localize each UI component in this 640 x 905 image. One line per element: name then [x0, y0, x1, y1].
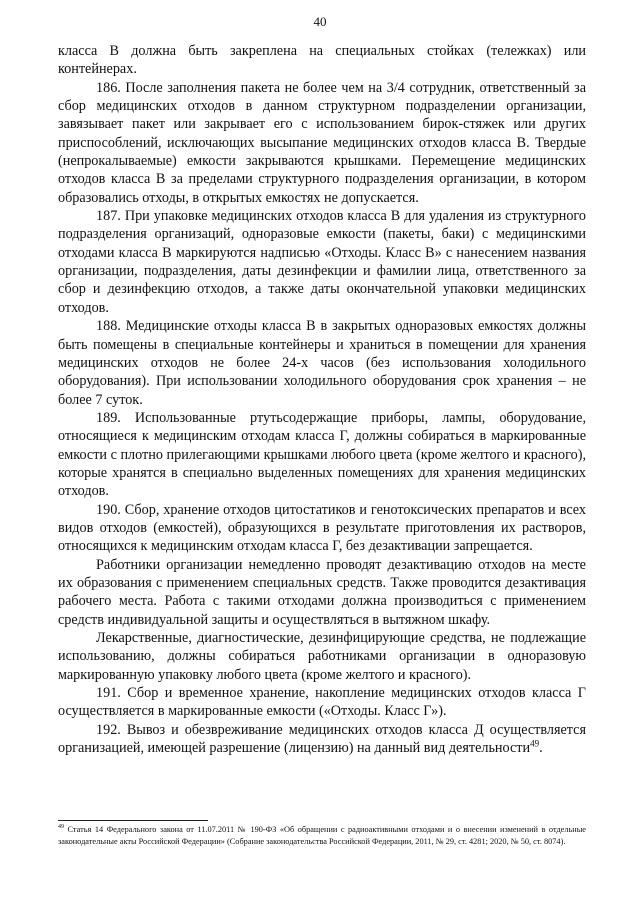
footnote-reference[interactable]: 49	[530, 738, 540, 749]
footnote-text: Статья 14 Федерального закона от 11.07.2011 № 190-ФЗ «Об обращении с радиоактивными отходами и о внесении изменений в отдельные законодательные акты Российской Федерации» (Собрание законодательства Российской Федерации, 2011, № 29, ст. 4281; 2020, № 50, ст. 8074).	[58, 825, 586, 847]
paragraph-189: 189. Использованные ртутьсодержащие приборы, лампы, оборудование, относящиеся к медицинским отходам класса Г, должны собираться в маркированные емкости с плотно прилегающими крышками любого цвета (кроме желтого и красного), которые хранятся в специально выделенных помещениях для хранения медицинских отходов.	[58, 409, 586, 500]
paragraph-190-medicines: Лекарственные, диагностические, дезинфицирующие средства, не подлежащие использованию, должны собираться работниками организации в одноразовую маркированную упаковку любого цвета (кроме желтого и красного).	[58, 630, 586, 683]
paragraph-187: 187. При упаковке медицинских отходов класса В для удаления из структурного подразделения организаций, одноразовые емкости (пакеты, баки) с медицинскими отходами класса В маркируются надписью «Отходы. Класс В» с нанесением названия организации, подразделения, даты дезинфекции и фамилии лица, ответственного за сбор и дезинфекцию отходов, а также даты окончательной упаковки медицинских отходов.	[58, 208, 586, 316]
paragraph-continuation: класса В должна быть закреплена на специальных стойках (тележках) или контейнерах.	[58, 43, 586, 78]
footnote-marker: 49	[58, 824, 64, 831]
paragraph-190-deactivation: Работники организации немедленно проводят дезактивацию отходов на месте их образования с применением специальных средств. Также проводится дезактивация рабочего места. Работа с такими отходами должна производиться с применением средств индивидуальной защиты и осуществляться в вытяжном шкафу.	[58, 556, 586, 628]
document-body	[58, 42, 586, 757]
paragraph-192-text: 192. Вывоз и обезвреживание медицинских отходов класса Д осуществляется организацией, имеющей разрешение (лицензию) на данный вид деятельности	[58, 721, 586, 757]
page-number: 40	[313, 14, 327, 29]
paragraph-190: 190. Сбор, хранение отходов цитостатиков и генотоксических препаратов и всех видов отходов (емкостей), образующихся в результате приготовления их растворов, относящихся к медицинским отходам класса Г, без дезактивации запрещается.	[58, 501, 586, 555]
paragraph-188: 188. Медицинские отходы класса В в закрытых одноразовых емкостях должны быть помещены в специальные контейнеры и храниться в помещении для хранения медицинских отходов не более 24-х часов (без использования холодильного оборудования). При использовании холодильного оборудования срок хранения – не более 7 суток.	[58, 318, 586, 408]
footnote-separator	[58, 820, 208, 821]
paragraph-186: 186. После заполнения пакета не более чем на 3/4 сотрудник, ответственный за сбор медицинских отходов в данном структурном подразделении организации, завязывает пакет или закрывает его с использованием бирок-стяжек или других приспособлений, исключающих высыпание медицинских отходов класса В. Твердые (непрокалываемые) емкости закрываются крышками. Перемещение медицинских отходов класса В за пределами структурного подразделения организации, в котором образовались отходы, в открытых емкостях не допускается.	[58, 79, 586, 206]
paragraph-192: 192. Вывоз и обезвреживание медицинских отходов класса Д осуществляется организацией, имеющей разрешение (лицензию) на данный вид деятельности$^{49}$.	[58, 721, 586, 757]
paragraph-191: 191. Сбор и временное хранение, накопление медицинских отходов класса Г осуществляется в маркированные емкости («Отходы. Класс Г»).	[58, 685, 586, 720]
footnote	[58, 824, 586, 849]
